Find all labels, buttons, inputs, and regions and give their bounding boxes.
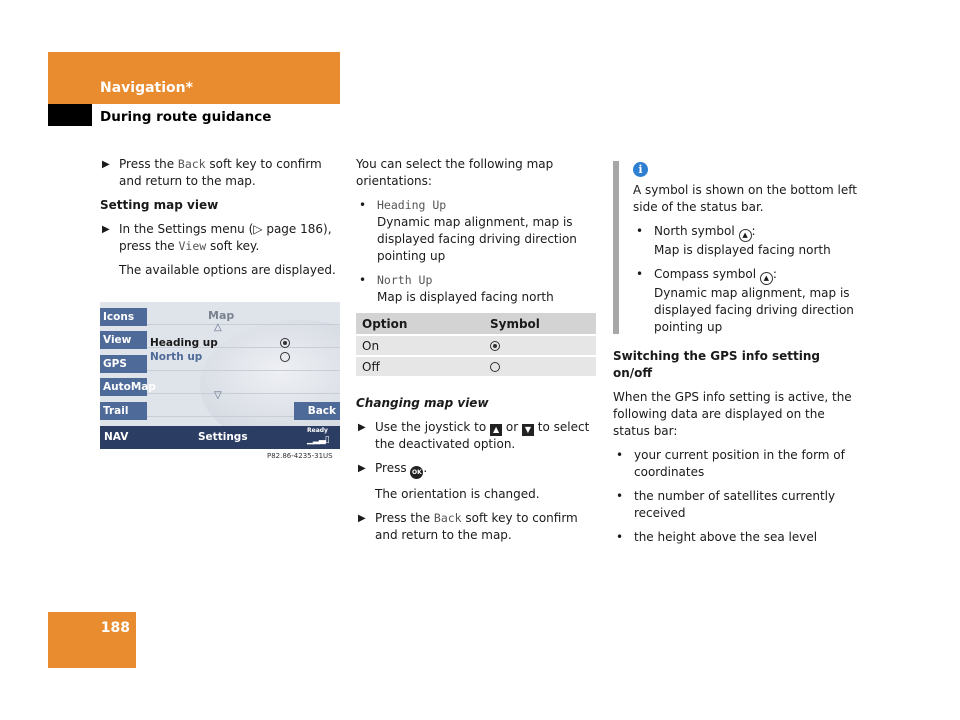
status-ready: Ready — [307, 427, 328, 434]
header-band — [48, 52, 340, 104]
step-text: . — [423, 461, 428, 475]
radio-selected-icon — [280, 338, 290, 348]
bullet-dot: • — [359, 198, 367, 212]
step-press-back — [100, 156, 345, 190]
option-description: Dynamic map alignment, map is displayed facing driving direction pointing up — [377, 215, 577, 263]
bullet-north-up — [356, 272, 601, 306]
step-press-back-2 — [356, 510, 601, 544]
ok-button-icon: OK — [410, 466, 423, 479]
gps-info-text: When the GPS info setting is active, the following data are displayed on the status bar: — [613, 390, 852, 438]
step-text: soft key to confirm and return to the map. — [119, 157, 322, 188]
step-text: or — [502, 420, 522, 434]
arrow-icon: ▶ — [102, 159, 110, 170]
map-title: Map — [208, 309, 235, 322]
status-settings: Settings — [198, 431, 248, 443]
bullet-text: Compass symbol — [654, 267, 760, 281]
softkey-icons: Icons — [100, 308, 147, 326]
info-icon: i — [633, 162, 648, 177]
list-item — [613, 488, 858, 522]
heading-setting-map-view: Setting map view — [100, 198, 219, 212]
bullet-dot: • — [636, 224, 644, 238]
list-item — [613, 529, 858, 546]
table-cell: On — [356, 335, 484, 356]
info-text: A symbol is shown on the bottom left side of the status bar. — [633, 183, 857, 214]
column-1 — [100, 156, 345, 286]
scroll-up-icon: △ — [214, 322, 222, 333]
step-text: Press the — [375, 511, 434, 525]
radio-unselected-icon — [280, 352, 290, 362]
bullet-dot: • — [636, 267, 644, 281]
settings-screen-image — [100, 302, 340, 449]
option-north-up: North up — [150, 351, 203, 363]
info-box-bar — [613, 161, 619, 334]
bullet-text: the number of satellites currently received — [634, 489, 836, 520]
step-text: to select the deactivated option. — [375, 420, 590, 451]
option-symbol-table — [356, 313, 596, 378]
step-text: soft key. — [206, 239, 260, 253]
table-header: Symbol — [484, 313, 596, 335]
bullet-text: : — [751, 224, 756, 238]
scroll-down-icon: ▽ — [214, 390, 222, 401]
arrow-icon: ▶ — [358, 463, 366, 474]
bullet-text: : — [772, 267, 777, 281]
softkey-view: View — [100, 331, 147, 349]
option-heading-up: Heading up — [150, 337, 218, 349]
radio-selected-icon — [490, 341, 500, 351]
status-nav: NAV — [104, 431, 129, 443]
bullet-description: Map is displayed facing north — [654, 243, 831, 257]
north-symbol-icon: ▲ — [739, 229, 752, 242]
bullet-text: the height above the sea level — [634, 530, 818, 544]
section-title: Navigation* — [100, 80, 193, 96]
bullet-heading-up — [356, 197, 601, 265]
table-cell: Off — [356, 356, 484, 377]
joystick-down-icon: ▼ — [522, 424, 534, 436]
page-number: 188 — [100, 620, 130, 636]
joystick-up-icon: ▲ — [490, 424, 502, 436]
bullet-text: your current position in the form of coordinates — [634, 448, 845, 479]
page-number-box — [48, 612, 136, 668]
softkey-name: Back — [433, 511, 462, 525]
softkey-automap: AutoMap — [100, 378, 147, 396]
step-text: soft key to confirm and return to the map. — [375, 511, 578, 542]
options-displayed-note: The available options are displayed. — [119, 263, 336, 277]
table-header: Option — [356, 313, 484, 335]
softkey-back: Back — [294, 402, 340, 420]
step-settings-menu — [100, 221, 345, 255]
step-joystick — [356, 419, 601, 453]
orientation-changed-note: The orientation is changed. — [375, 487, 540, 501]
status-bar — [100, 426, 340, 449]
section-subtitle: During route guidance — [100, 109, 272, 125]
list-item — [613, 447, 858, 481]
bullet-dot: • — [616, 530, 624, 544]
option-description: Map is displayed facing north — [377, 290, 554, 304]
softkey-name: Back — [177, 157, 206, 171]
header-marker — [48, 104, 92, 126]
table-cell — [484, 356, 596, 377]
step-text: Press — [375, 461, 411, 475]
orientations-intro: You can select the following map orientations: — [356, 157, 554, 188]
table-header-row — [356, 313, 596, 335]
softkey-name: View — [178, 239, 207, 253]
bullet-text: North symbol — [654, 224, 739, 238]
heading-changing-map-view: Changing map view — [356, 396, 489, 410]
table-cell — [484, 335, 596, 356]
step-text: Use the joystick to — [375, 420, 491, 434]
signal-icon: ▁▂▃▯ — [307, 435, 329, 445]
arrow-icon: ▶ — [358, 422, 366, 433]
heading-gps-info: Switching the GPS info setting on/off — [613, 349, 821, 380]
bullet-dot: • — [616, 448, 624, 462]
softkey-gps: GPS — [100, 355, 147, 373]
step-text: page 186), press the — [119, 222, 332, 253]
compass-symbol-icon: ▲ — [760, 272, 773, 285]
step-press-ok — [356, 460, 601, 479]
image-reference: P82.86-4235-31US — [267, 452, 333, 460]
info-box — [633, 182, 858, 343]
bullet-dot: • — [616, 489, 624, 503]
radio-unselected-icon — [490, 362, 500, 372]
arrow-icon: ▶ — [102, 224, 110, 235]
step-text: In the Settings menu ( — [119, 222, 254, 236]
page-ref-icon: ▷ — [253, 222, 263, 236]
info-bullet-north — [633, 223, 858, 259]
info-bullet-compass — [633, 266, 858, 336]
column-3-lower — [613, 348, 858, 553]
arrow-icon: ▶ — [358, 513, 366, 524]
column-2 — [356, 156, 601, 313]
table-row — [356, 335, 596, 356]
step-text: Press the — [119, 157, 178, 171]
softkey-trail: Trail — [100, 402, 147, 420]
option-code: Heading Up — [377, 198, 447, 212]
column-2-lower — [356, 395, 601, 551]
bullet-description: Dynamic map alignment, map is displayed facing driving direction pointing up — [654, 286, 854, 334]
option-code: North Up — [377, 273, 433, 287]
table-row — [356, 356, 596, 377]
bullet-dot: • — [359, 273, 367, 287]
